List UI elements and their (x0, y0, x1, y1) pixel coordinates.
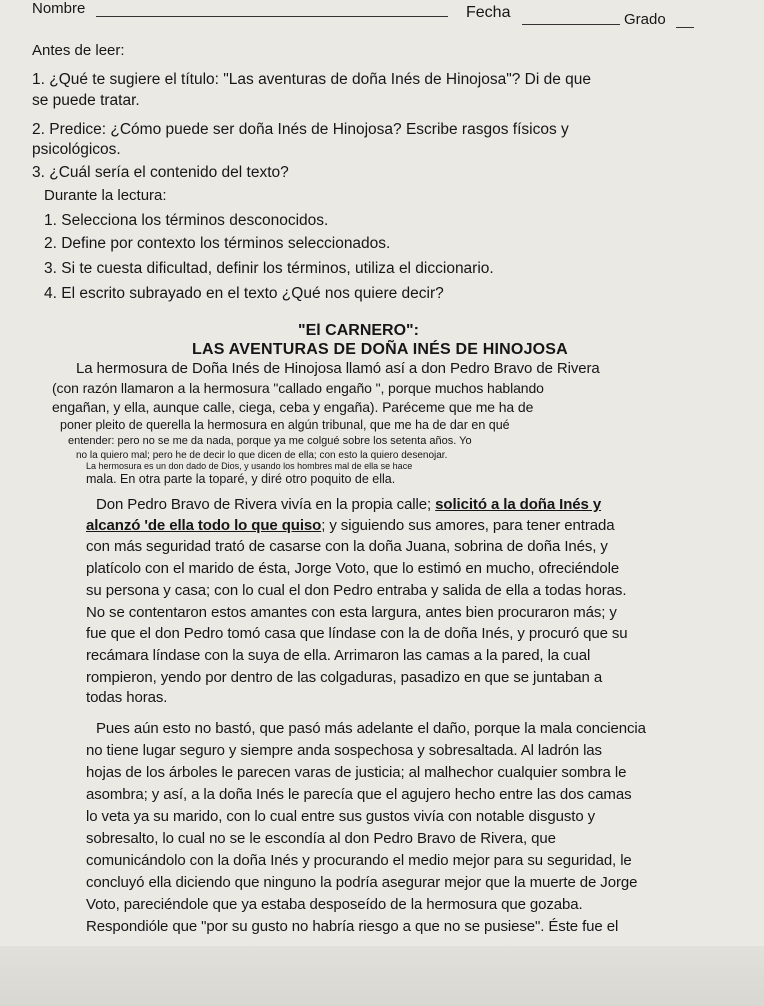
p2-line-5: su persona y casa; con lo cual el don Pedro entraba y salida de ella a todas horas. (86, 582, 627, 599)
p1-line-3: engañan, y ella, aunque calle, ciega, ceba y engaña). Paréceme que me ha de (52, 399, 534, 415)
p3-line-3: hojas de los árboles le parecen varas de justicia; al malhechor cualquier sombra le (86, 764, 627, 781)
p3-line-8: concluyó ella diciendo que ninguno la podría asegurar mejor que la muerte de Jorge (86, 874, 638, 891)
p1-line-1: La hermosura de Doña Inés de Hinojosa llamó así a don Pedro Bravo de Rivera (76, 360, 600, 377)
nombre-label: Nombre (32, 0, 86, 17)
antes-heading: Antes de leer: (32, 42, 125, 59)
p2-line-2-text: ; y siguiendo sus amores, para tener entrada (321, 517, 615, 534)
fecha-field[interactable] (522, 24, 620, 25)
p3-line-10: Respondióle que "por su gusto no habría riesgo a que no se pusiese". Éste fue el (86, 918, 619, 935)
p2-line-4: platícolo con el marido de ésta, Jorge Voto, que lo estimó en mucho, ofreciéndole (86, 560, 620, 577)
p3-line-1: Pues aún esto no bastó, que pasó más adelante el daño, porque la mala conciencia (96, 720, 646, 737)
p3-line-4: asombra; y así, a la doña Inés le parecía que el agujero hecho entre las dos camas (86, 786, 632, 803)
story-title: LAS AVENTURAS DE DOÑA INÉS DE HINOJOSA (192, 341, 568, 358)
question-3: 3. ¿Cuál sería el contenido del texto? (32, 164, 289, 181)
p2-line-3: con más seguridad trató de casarse con la doña Juana, sobrina de doña Inés, y (86, 538, 608, 555)
question-1: 1. ¿Qué te sugiere el título: "Las aventuras de doña Inés de Hinojosa"? Di de que (32, 71, 592, 88)
p2-underlined-1: solicitó a la doña Inés y (435, 496, 602, 513)
durante-item-1: 1. Selecciona los términos desconocidos. (44, 212, 329, 229)
page-bottom-edge (0, 946, 764, 1006)
p2-line-6: No se contentaron estos amantes con esta largura, antes bien procuraron más; y (86, 604, 617, 621)
durante-item-3: 3. Si te cuesta dificultad, definir los términos, utiliza el diccionario. (44, 260, 494, 277)
p1-line-2: (con razón llamaron a la hermosura "callado engaño ", porque muchos hablando (52, 380, 544, 396)
question-2: 2. Predice: ¿Cómo puede ser doña Inés de Hinojosa? Escribe rasgos físicos y (32, 121, 569, 138)
p3-line-6: sobresalto, lo cual no se le escondía al don Pedro Bravo de Rivera, que (86, 830, 556, 847)
p2-line-2 (86, 517, 614, 534)
p3-line-5: lo veta ya su marido, con lo cual entre sus gustos vivía con notable disgusto y (86, 808, 596, 825)
question-1-cont: se puede tratar. (32, 92, 140, 109)
p2-line-1 (96, 496, 601, 513)
p1-line-4: poner pleito de querella la hermosura en algún tribunal, que me ha de dar en qué (60, 418, 510, 432)
p3-line-7: comunicándolo con la doña Inés y procurando el medio mejor para su seguridad, le (86, 852, 632, 869)
grado-label: Grado (624, 11, 666, 28)
p1-line-5: entender: pero no se me da nada, porque ya me colgué sobre los setenta años. Yo (68, 435, 472, 447)
p3-line-9: Voto, pareciéndole que ya estaba desposeído de la hermosura que gozaba. (86, 896, 583, 913)
p2-line-7: fue que el don Pedro tomó casa que líndase con la de doña Inés, y procuró que su (86, 625, 628, 642)
fecha-label: Fecha (466, 4, 511, 21)
p2-line-8: recámara líndase con la suya de ella. Arrimaron las camas a la pared, la cual (86, 647, 591, 664)
question-2-cont: psicológicos. (32, 141, 121, 158)
p2-line-10: todas horas. (86, 689, 168, 706)
p2-underlined-2: alcanzó 'de ella todo lo que quiso (86, 517, 322, 534)
grado-field[interactable] (676, 27, 694, 28)
p2-line-1-text: Don Pedro Bravo de Rivera vivía en la propia calle; (96, 496, 432, 513)
durante-item-2: 2. Define por contexto los términos seleccionados. (44, 235, 391, 252)
p1-line-6: no la quiero mal; pero he de decir lo que dicen de ella; con esto la quiero desenojar. (76, 450, 448, 461)
p2-line-9: rompieron, yendo por dentro de las colgaduras, pasadizo en que se juntaban a (86, 669, 603, 686)
durante-heading: Durante la lectura: (44, 187, 167, 204)
p1-line-7: La hermosura es un don dado de Dios, y usando los hombres mal de ella se hace (86, 461, 413, 471)
p3-line-2: no tiene lugar seguro y siempre anda sospechosa y sobresaltada. Al ladrón las (86, 742, 602, 759)
durante-item-4: 4. El escrito subrayado en el texto ¿Qué nos quiere decir? (44, 285, 444, 302)
nombre-field[interactable] (96, 16, 448, 17)
p1-line-8: mala. En otra parte la toparé, y diré otro poquito de ella. (86, 472, 396, 486)
story-source: "El CARNERO": (298, 322, 419, 339)
